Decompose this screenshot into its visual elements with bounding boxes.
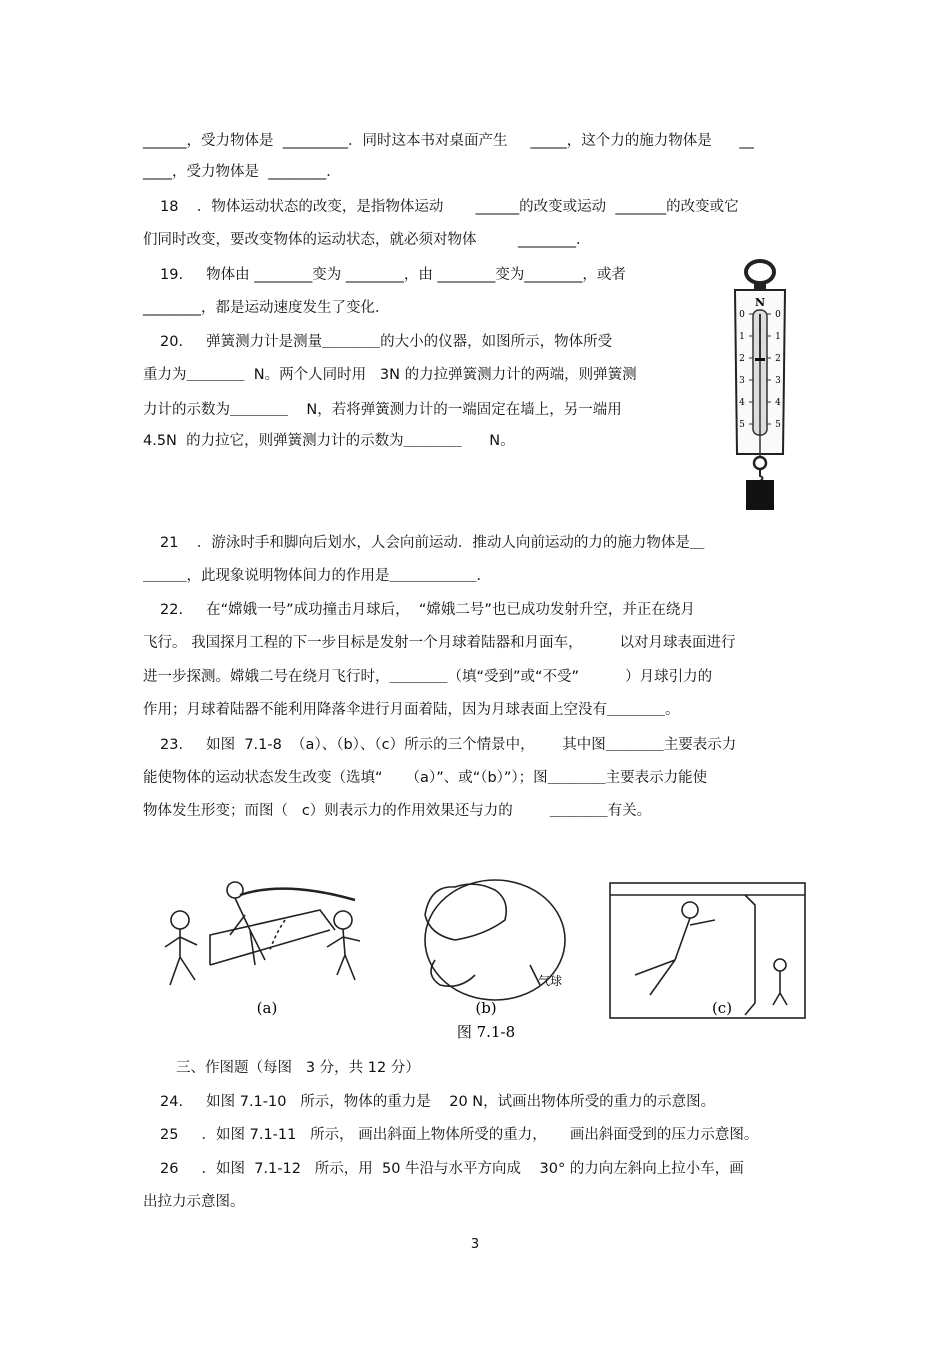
text-line: 25 ．如图 7.1-11 所示， 画出斜面上物体所受的重力， 画出斜面受到的压力示意图。 bbox=[160, 1127, 759, 1143]
page-number: 3 bbox=[470, 1237, 480, 1252]
text-line: 作用；月球着陆器不能利用降落伞进行月面着陆，因为月球表面上空没有＿＿＿＿。 bbox=[143, 702, 680, 718]
scale-tick-left: 0 bbox=[739, 310, 745, 320]
scale-tick-right: 4 bbox=[775, 398, 781, 408]
text-line: ＿＿＿，此现象说明物体间力的作用是＿＿＿＿＿＿． bbox=[143, 568, 491, 584]
figure-caption: 图 7.1-8 bbox=[456, 1023, 516, 1041]
figure-label-b: (b) bbox=[475, 999, 497, 1017]
text-line: 21 ．游泳时手和脚向后划水，人会向前运动．推动人向前运动的力的施力物体是＿ bbox=[160, 535, 705, 551]
scale-unit: N bbox=[754, 296, 766, 309]
text-line: 能使物体的运动状态发生改变（选填“ （a）”、或“（b）”）；图＿＿＿＿主要表示力能使 bbox=[143, 770, 708, 786]
scale-tick-right: 1 bbox=[775, 332, 781, 342]
scale-tick-right: 5 bbox=[775, 420, 781, 430]
text-line: 力计的示数为＿＿＿＿ N，若将弹簧测力计的一端固定在墙上，另一端用 bbox=[143, 402, 622, 418]
scale-tick-left: 3 bbox=[739, 376, 745, 386]
text-line: 们同时改变，要改变物体的运动状态，就必须对物体 ________． bbox=[143, 232, 591, 248]
text-line: 23. 如图 7.1-8 （a）、（b）、（c）所示的三个情景中， 其中图＿＿＿＿主要表示力 bbox=[160, 737, 737, 753]
scale-tick-left: 5 bbox=[739, 420, 745, 430]
scale-tick-right: 3 bbox=[775, 376, 781, 386]
text-line: 重力为＿＿＿＿ N。两个人同时用 3N 的力拉弹簧测力计的两端，则弹簧测 bbox=[143, 367, 637, 383]
text-line: 24. 如图 7.1-10 所示，物体的重力是 20 N，试画出物体所受的重力的示意图。 bbox=[160, 1094, 716, 1110]
text-line: 19. 物体由 ________变为 ________，由 ________变为________，或者 bbox=[160, 267, 626, 283]
text-line: 物体发生形变；而图（ c）则表示力的作用效果还与力的 ＿＿＿＿有关。 bbox=[143, 803, 652, 819]
scale-tick-right: 2 bbox=[775, 354, 781, 364]
figure-7-1-8 bbox=[155, 875, 810, 1045]
text-line: ________，都是运动速度发生了变化． bbox=[143, 300, 390, 316]
figure-label-c: (c) bbox=[711, 999, 733, 1017]
scale-tick-left: 2 bbox=[739, 354, 745, 364]
text-line: 18 ．物体运动状态的改变，是指物体运动 ______的改变或运动 _______的改变或它 bbox=[160, 199, 739, 215]
text-line: 20. 弹簧测力计是测量＿＿＿＿的大小的仪器，如图所示，物体所受 bbox=[160, 334, 613, 350]
scale-tick-left: 1 bbox=[739, 332, 745, 342]
scale-tick-right: 0 bbox=[775, 310, 781, 320]
section-heading: 三、作图题（每图 3 分，共 12 分） bbox=[176, 1060, 420, 1076]
weight-block bbox=[746, 480, 774, 510]
text-line: 22. 在“嫦娥一号”成功撞击月球后， “嫦娥二号”也已成功发射升空，并正在绕月 bbox=[160, 602, 695, 618]
text-line: 进一步探测。嫦娥二号在绕月飞行时，＿＿＿＿（填“受到”或“不受” ）月球引力的 bbox=[143, 669, 713, 685]
text-line: 出拉力示意图。 bbox=[143, 1194, 245, 1210]
text-line: 飞行。 我国探月工程的下一步目标是发射一个月球着陆器和月面车， 以对月球表面进行 bbox=[143, 635, 736, 651]
figure-label-a: (a) bbox=[256, 999, 278, 1017]
text-line: 4.5N 的力拉它，则弹簧测力计的示数为＿＿＿＿ N。 bbox=[143, 433, 515, 449]
text-line: 26 ．如图 7.1-12 所示，用 50 牛沿与水平方向成 30° 的力向左斜向上拉小车，画 bbox=[160, 1161, 744, 1177]
text-line: ____，受力物体是 ________． bbox=[143, 164, 341, 180]
scale-tick-left: 4 bbox=[739, 398, 745, 408]
spring-scale-figure bbox=[725, 258, 795, 513]
balloon-label: 气球 bbox=[538, 974, 563, 988]
text-line: ______，受力物体是 _________．同时这本书对桌面产生 _____，这个力的施力物体是 __ bbox=[143, 133, 754, 149]
